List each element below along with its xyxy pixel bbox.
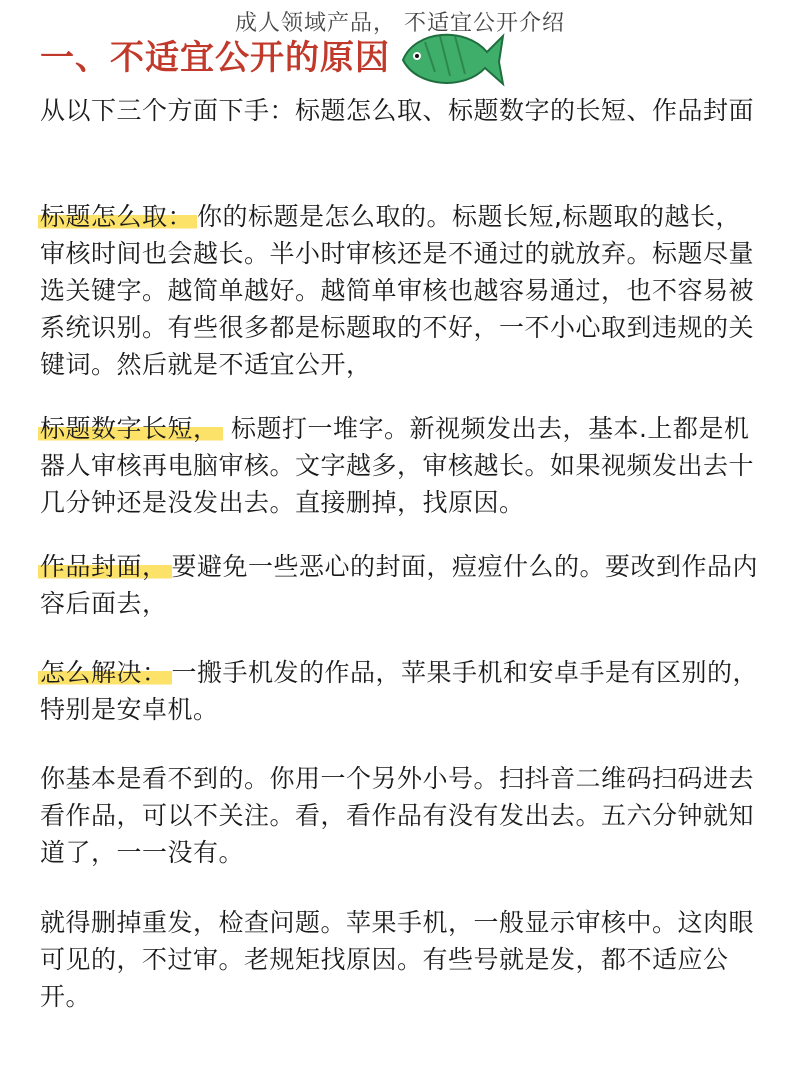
section-label: 怎么解决： xyxy=(38,658,172,687)
section-title-length xyxy=(40,410,765,521)
overlay-title: 成人领域产品， 不适宜公开介绍 xyxy=(235,11,565,36)
intro-paragraph: 从以下三个方面下手：标题怎么取、标题数字的长短、作品封面 xyxy=(40,96,755,125)
body-paragraph: 就得删掉重发，检查问题。苹果手机，一般显示审核中。这肉眼可见的，不过审。老规矩找原因。有些号就是发，都不适应公开。 xyxy=(40,908,755,1011)
section-text: 标题打一堆字。新视频发出去，基本.上都是机器人审核再电脑审核。文字越多，审核越长。如果视频发出去十几分钟还是没发出去。直接删掉，找原因。 xyxy=(40,414,755,517)
section-text: 一搬手机发的作品，苹果手机和安卓手是有区别的，特别是安卓机。 xyxy=(40,658,759,724)
section-label: 标题怎么取： xyxy=(38,202,197,231)
section-solution xyxy=(40,654,765,728)
section-label: 作品封面， xyxy=(38,552,172,581)
body-paragraph: 你基本是看不到的。你用一个另外小号。扫抖音二维码扫码进去看作品，可以不关注。看，看作品有没有发出去。五六分钟就知道了，一一没有。 xyxy=(40,764,755,867)
page-heading: 一、不适宜公开的原因 xyxy=(40,38,390,78)
section-text: 要避免一些恶心的封面，痘痘什么的。要改到作品内容后面去， xyxy=(40,552,759,618)
section-title-naming xyxy=(40,198,765,383)
section-text: 你的标题是怎么取的。标题长短,标题取的越长，审核时间也会越长。半小时审核还是不通过的就放弃。标题尽量选关键字。越简单越好。越简单审核也越容易通过，也不容易被系统识别。有些很多都是标题取的不好，一不小心取到违规的关键词。然后就是不适宜公开， xyxy=(40,202,755,379)
section-cover xyxy=(40,548,765,622)
section-label: 标题数字长短， xyxy=(38,414,223,443)
